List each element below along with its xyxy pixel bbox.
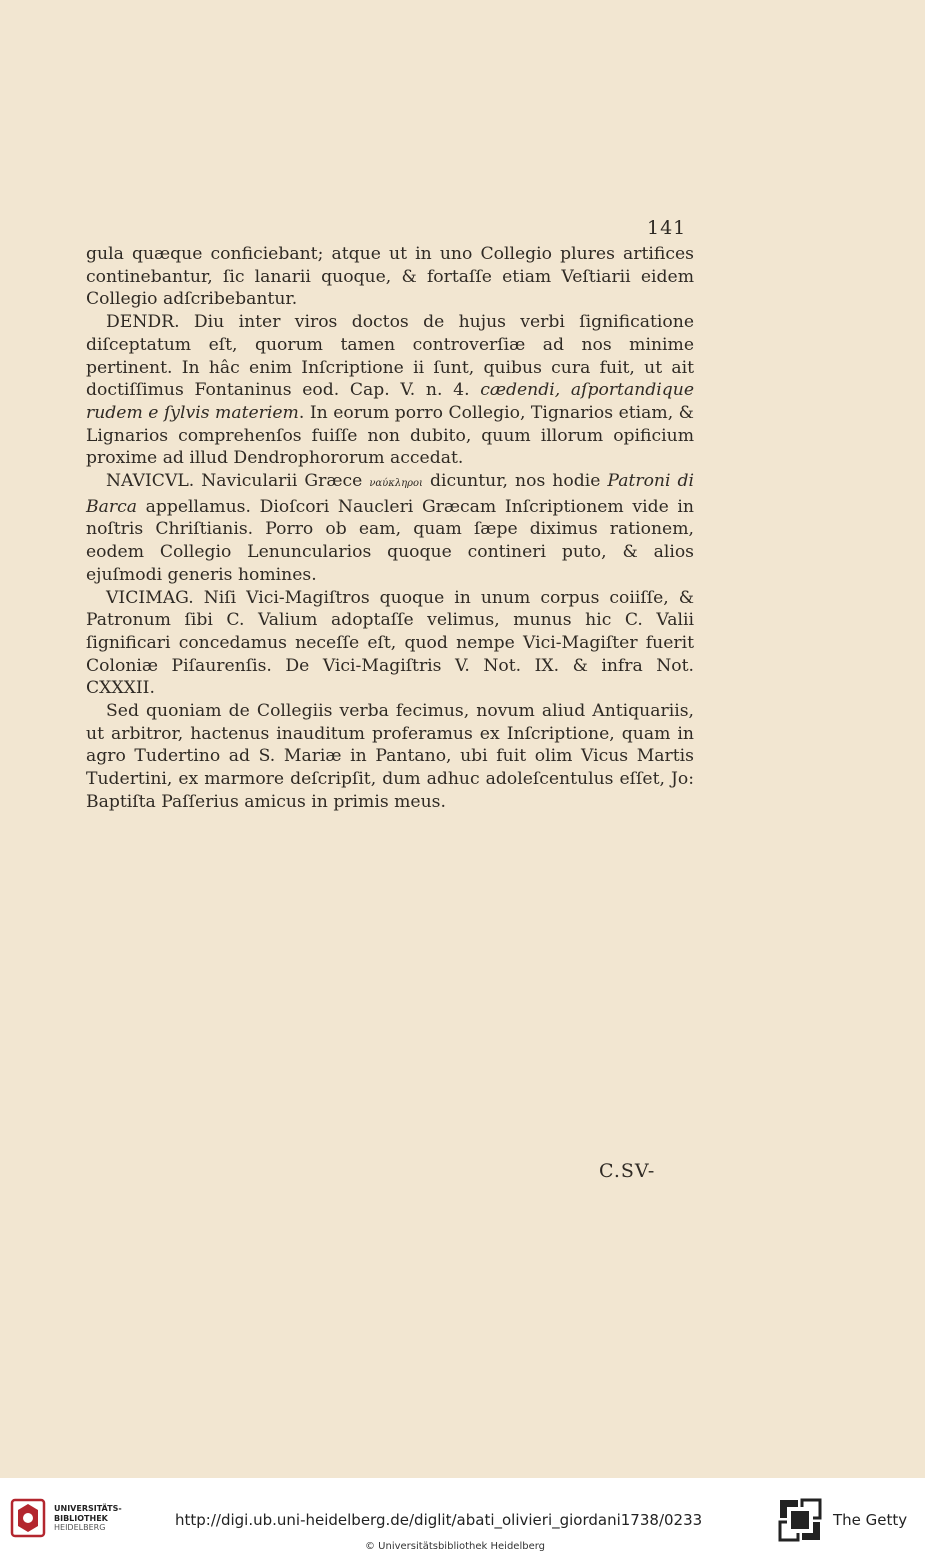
catchword: C.SV- xyxy=(599,1160,656,1182)
paragraph xyxy=(86,587,694,701)
text-run: dicuntur, nos hodie xyxy=(422,471,608,492)
body-text xyxy=(86,243,694,814)
text-run: cædendi, aſportandique rudem e ſylvis materiem xyxy=(86,380,694,423)
viewer-footer xyxy=(0,1478,925,1562)
text-run: ναύκληροι xyxy=(369,478,423,490)
library-name: UNIVERSITÄTS- BIBLIOTHEK HEIDELBERG xyxy=(54,1504,122,1532)
copyright-notice: © Universitätsbibliothek Heidelberg xyxy=(365,1541,546,1552)
paragraph xyxy=(86,311,694,470)
text-run: VICIMAG. Niſi Vici-Magiſtros quoque in unum corpus coiiſſe, & Patronum ſibi C. Valium adoptaſſe velimus, munus hic C. Valii ſignificari concedamus neceſſe eſt, quod nempe Vici-Magiſter fuerit Coloniæ Piſaurenſis. De Vici-Magiſtris V. Not. IX. & infra Not. CXXXII. xyxy=(86,587,694,699)
text-run: gula quæque conficiebant; atque ut in uno Collegio plures artifices continebantur, ſic lanarii quoque, & fortaſſe etiam Veſtiarii eidem Collegio adſcribebantur. xyxy=(86,244,694,310)
permalink-url[interactable]: http://digi.ub.uni-heidelberg.de/diglit/abati_olivieri_giordani1738/0233 xyxy=(175,1511,703,1529)
text-run: Sed quoniam de Collegiis verba fecimus, novum aliud Antiquariis, ut arbitror, hactenus inauditum proferamus ex Inſcriptione, quam in agro Tudertino ad S. Mariæ in Pantano, ubi fuit olim Vicus Martis Tudertini, ex marmore deſcripſit, dum adhuc adoleſcentulus eſſet, Jo: Baptiſta Paſſerius amicus in primis meus. xyxy=(86,701,694,812)
getty-logo-icon xyxy=(778,1498,822,1542)
paragraph xyxy=(86,700,694,814)
text-run: NAVICVL. Navicularii Græce xyxy=(106,471,370,492)
text-run: DENDR. Diu inter viros doctos de hujus verbi ſignificatione diſceptatum eſt, quorum tamen controverſiæ ad nos minime pertinent. In hâc enim Inſcriptione ii ſunt, quibus cura fuit, ut ait doctiſſimus Fontaninus eod. Cap. V. n. 4. xyxy=(86,312,694,401)
text-run: . In eorum porro Collegio, Tignarios etiam, & Lignarios comprehenſos fuiſſe non dubito, quum illorum opificium proxime ad illud Dendrophororum accedat. xyxy=(86,402,694,469)
partner-name: The Getty xyxy=(833,1511,908,1529)
text-run: appellamus. Dioſcori Naucleri Græcam Inſcriptionem vide in noſtris Chriſtianis. Porro ob eam, quam ſæpe diximus rationem, eodem Collegio Lenuncularios quoque contineri puto, & alios ejuſmodi generis homines. xyxy=(86,496,694,585)
text-run: Patroni di Barca xyxy=(86,471,694,517)
paragraph xyxy=(86,243,694,311)
page-number: 141 xyxy=(647,217,687,239)
university-seal-icon xyxy=(8,1496,48,1540)
paragraph xyxy=(86,470,694,587)
